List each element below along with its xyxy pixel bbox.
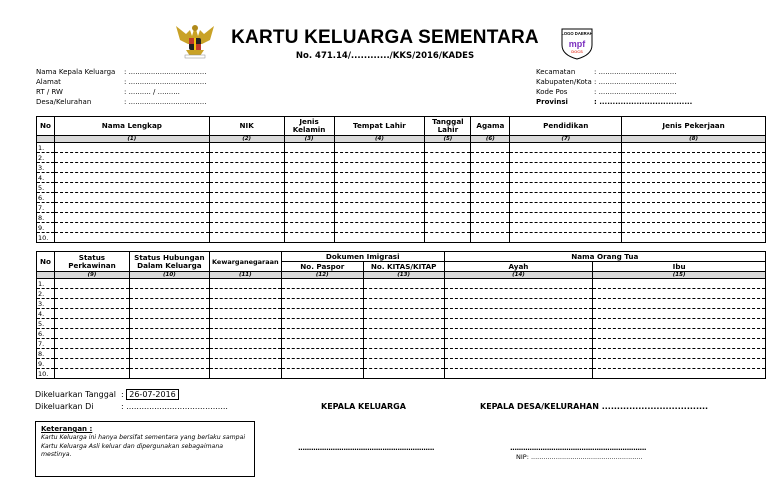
table2-cell[interactable] <box>209 329 281 339</box>
col-ibu: Ibu <box>593 262 766 272</box>
table1-row <box>37 203 766 213</box>
col2-no: No <box>37 252 55 272</box>
table2-cell[interactable] <box>281 349 363 359</box>
info-row-rtrw: RT / RW : .......... / .......... <box>36 88 180 96</box>
table1-row-number: 3. <box>37 163 55 173</box>
table2-row <box>37 279 766 289</box>
table1-row <box>37 233 766 243</box>
table2-row <box>37 299 766 309</box>
kepala-desa-label: KEPALA DESA/KELURAHAN ................................... <box>480 402 709 411</box>
table1-row-number: 4. <box>37 173 55 183</box>
table1-cell[interactable] <box>471 143 510 153</box>
table1-cell[interactable] <box>209 193 284 203</box>
table1-cell[interactable] <box>54 203 209 213</box>
table1-cell[interactable] <box>334 213 425 223</box>
info-row-kabupaten: Kabupaten/Kota : ................................... <box>536 78 677 86</box>
keterangan-box <box>35 421 255 477</box>
table1-cell[interactable] <box>209 203 284 213</box>
table1-cell[interactable] <box>209 183 284 193</box>
table1-cell[interactable] <box>54 163 209 173</box>
table1-header-row <box>37 117 766 136</box>
issued-at-row <box>35 401 228 412</box>
table1-cell[interactable] <box>334 233 425 243</box>
table1-cell[interactable] <box>471 183 510 193</box>
table2-cell[interactable] <box>444 349 593 359</box>
table2-cell[interactable] <box>593 289 766 299</box>
table1-cell[interactable] <box>510 193 622 203</box>
table2-cell[interactable] <box>444 319 593 329</box>
signature-line-kepala-keluarga: ............................................................... <box>298 444 435 452</box>
table2-cell[interactable] <box>209 279 281 289</box>
table2-row-number: 3. <box>37 299 55 309</box>
logo-sub-text: DOCS <box>571 49 583 54</box>
signature-line-kepala-desa: ............................................................... <box>510 444 647 452</box>
table1-cell[interactable] <box>510 233 622 243</box>
table2-row-number: 7. <box>37 339 55 349</box>
table2-cell[interactable] <box>363 309 444 319</box>
table1-cell[interactable] <box>284 223 334 233</box>
table1-cell[interactable] <box>510 153 622 163</box>
table1-cell[interactable] <box>284 193 334 203</box>
keterangan-title: Keterangan : <box>41 425 93 433</box>
table2-cell[interactable] <box>363 339 444 349</box>
table1-cell[interactable] <box>471 203 510 213</box>
table2-cell[interactable] <box>129 299 209 309</box>
table2-cell[interactable] <box>129 279 209 289</box>
table2-cell[interactable] <box>593 359 766 369</box>
table1-cell[interactable] <box>334 193 425 203</box>
table2-row-number: 2. <box>37 289 55 299</box>
table2-row-number: 6. <box>37 329 55 339</box>
table1-cell[interactable] <box>622 213 766 223</box>
table1-cell[interactable] <box>622 153 766 163</box>
family-members-table <box>36 116 766 243</box>
kepala-keluarga-label: KEPALA KELUARGA <box>321 402 406 411</box>
table2-cell[interactable] <box>209 369 281 379</box>
table2-subnum-row: (9) (10) (11) (12) (13) (14) (15) <box>37 272 766 279</box>
table1-row <box>37 173 766 183</box>
table2-cell[interactable] <box>281 279 363 289</box>
table2-cell[interactable] <box>54 349 129 359</box>
table1-cell[interactable] <box>622 233 766 243</box>
table1-cell[interactable] <box>54 233 209 243</box>
table1-cell[interactable] <box>284 203 334 213</box>
table2-cell[interactable] <box>129 289 209 299</box>
document-number: No. 471.14/............/KKS/2016/KADES <box>295 51 475 61</box>
table1-row-number: 10. <box>37 233 55 243</box>
table2-cell[interactable] <box>363 279 444 289</box>
col-jenis-kelamin: Jenis Kelamin <box>284 117 334 136</box>
table1-cell[interactable] <box>334 203 425 213</box>
table1-cell[interactable] <box>510 213 622 223</box>
table2-cell[interactable] <box>444 359 593 369</box>
table1-cell[interactable] <box>334 173 425 183</box>
table1-cell[interactable] <box>425 233 471 243</box>
table2-cell[interactable] <box>209 299 281 309</box>
table2-cell[interactable] <box>444 339 593 349</box>
table2-cell[interactable] <box>593 279 766 289</box>
table1-cell[interactable] <box>54 213 209 223</box>
logo-brand-text: mpf <box>568 39 586 49</box>
table1-cell[interactable] <box>425 173 471 183</box>
table2-row <box>37 339 766 349</box>
col-tanggal-lahir: Tanggal Lahir <box>425 117 471 136</box>
col-dokumen-imigrasi: Dokumen Imigrasi <box>281 252 444 262</box>
issued-at-value: : ........................................ <box>121 402 228 411</box>
table1-cell[interactable] <box>209 173 284 183</box>
table2-cell[interactable] <box>593 309 766 319</box>
table1-cell[interactable] <box>510 183 622 193</box>
table2-cell[interactable] <box>129 319 209 329</box>
table1-cell[interactable] <box>471 163 510 173</box>
table2-cell[interactable] <box>54 279 129 289</box>
table1-cell[interactable] <box>510 143 622 153</box>
col-pendidikan: Pendidikan <box>510 117 622 136</box>
issued-date-field[interactable]: 26-07-2016 <box>126 389 179 400</box>
table1-cell[interactable] <box>334 153 425 163</box>
table2-cell[interactable] <box>593 339 766 349</box>
table1-row-number: 5. <box>37 183 55 193</box>
table1-cell[interactable] <box>425 223 471 233</box>
table2-cell[interactable] <box>54 289 129 299</box>
table1-cell[interactable] <box>510 223 622 233</box>
table1-row <box>37 213 766 223</box>
table2-cell[interactable] <box>281 299 363 309</box>
table1-cell[interactable] <box>622 203 766 213</box>
table1-cell[interactable] <box>622 193 766 203</box>
table2-cell[interactable] <box>363 289 444 299</box>
info-row-alamat: Alamat : ................................... <box>36 78 207 86</box>
table2-cell[interactable] <box>593 299 766 309</box>
table1-row-number: 9. <box>37 223 55 233</box>
table2-cell[interactable] <box>363 359 444 369</box>
table2-cell[interactable] <box>593 369 766 379</box>
table1-body <box>37 143 766 243</box>
table1-row <box>37 223 766 233</box>
table1-cell[interactable] <box>622 223 766 233</box>
table1-cell[interactable] <box>622 173 766 183</box>
table1-subnum-row: (1) (2) (3) (4) (5) (6) (7) (8) <box>37 136 766 143</box>
table2-cell[interactable] <box>129 329 209 339</box>
table1-cell[interactable] <box>284 183 334 193</box>
table1-cell[interactable] <box>425 143 471 153</box>
col-no: No <box>37 117 55 136</box>
table1-cell[interactable] <box>510 173 622 183</box>
table2-cell[interactable] <box>593 329 766 339</box>
table1-cell[interactable] <box>471 153 510 163</box>
table1-cell[interactable] <box>471 223 510 233</box>
table1-row <box>37 143 766 153</box>
col-no-paspor: No. Paspor <box>281 262 363 272</box>
garuda-emblem-icon <box>172 20 218 60</box>
table1-cell[interactable] <box>622 183 766 193</box>
col-nik: NIK <box>209 117 284 136</box>
table2-header-row-1 <box>37 252 766 262</box>
table1-cell[interactable] <box>284 233 334 243</box>
info-row-kodepos: Kode Pos : ................................... <box>536 88 677 96</box>
table1-cell[interactable] <box>471 213 510 223</box>
table1-cell[interactable] <box>54 143 209 153</box>
table2-cell[interactable] <box>281 319 363 329</box>
document-title: KARTU KELUARGA SEMENTARA <box>231 27 539 48</box>
table2-cell[interactable] <box>444 309 593 319</box>
table2-cell[interactable] <box>129 339 209 349</box>
table1-cell[interactable] <box>284 173 334 183</box>
table1-row-number: 7. <box>37 203 55 213</box>
table2-cell[interactable] <box>54 319 129 329</box>
table2-cell[interactable] <box>209 309 281 319</box>
table2-body <box>37 279 766 379</box>
table2-row <box>37 319 766 329</box>
col-kewarganegaraan: Kewarganegaraan <box>209 252 281 272</box>
table1-cell[interactable] <box>54 173 209 183</box>
table2-row <box>37 369 766 379</box>
table1-row-number: 1. <box>37 143 55 153</box>
table1-cell[interactable] <box>284 143 334 153</box>
table2-cell[interactable] <box>129 369 209 379</box>
table2-cell[interactable] <box>281 359 363 369</box>
table2-cell[interactable] <box>444 329 593 339</box>
table2-cell[interactable] <box>593 319 766 329</box>
table2-cell[interactable] <box>363 299 444 309</box>
table2-cell[interactable] <box>281 339 363 349</box>
table2-row <box>37 349 766 359</box>
col-jenis-pekerjaan: Jenis Pekerjaan <box>622 117 766 136</box>
table2-row-number: 8. <box>37 349 55 359</box>
table1-cell[interactable] <box>425 203 471 213</box>
table1-cell[interactable] <box>54 193 209 203</box>
table2-cell[interactable] <box>54 329 129 339</box>
table1-cell[interactable] <box>622 163 766 173</box>
table1-cell[interactable] <box>471 173 510 183</box>
table1-row-number: 2. <box>37 153 55 163</box>
table1-cell[interactable] <box>425 213 471 223</box>
table1-cell[interactable] <box>284 163 334 173</box>
info-right <box>536 67 692 107</box>
table2-cell[interactable] <box>363 349 444 359</box>
issued-date-row: Dikeluarkan Tanggal : 26-07-2016 <box>35 389 179 400</box>
issued-date-label: Dikeluarkan Tanggal <box>35 390 116 399</box>
table2-cell[interactable] <box>129 349 209 359</box>
keterangan-text: Kartu Keluarga ini hanya bersifat sementara yang berlaku sampai Kartu Keluarga Asli keluar dan dipergunakan sebagaimana mestinya. <box>41 434 246 458</box>
info-left <box>36 67 206 107</box>
table2-cell[interactable] <box>444 289 593 299</box>
table1-cell[interactable] <box>471 233 510 243</box>
table1-cell[interactable] <box>54 183 209 193</box>
table1-row <box>37 153 766 163</box>
col-nama-lengkap: Nama Lengkap <box>54 117 209 136</box>
table2-row <box>37 329 766 339</box>
table2-cell[interactable] <box>54 369 129 379</box>
table2-row-number: 9. <box>37 359 55 369</box>
table2-cell[interactable] <box>129 359 209 369</box>
table2-cell[interactable] <box>281 369 363 379</box>
table2-cell[interactable] <box>281 289 363 299</box>
info-row-kecamatan: Kecamatan : ................................... <box>536 68 677 76</box>
table2-cell[interactable] <box>363 369 444 379</box>
col-tempat-lahir: Tempat Lahir <box>334 117 425 136</box>
table2-cell[interactable] <box>209 359 281 369</box>
table1-cell[interactable] <box>209 143 284 153</box>
table1-cell[interactable] <box>425 193 471 203</box>
col-ayah: Ayah <box>444 262 593 272</box>
table1-cell[interactable] <box>425 183 471 193</box>
table1-cell[interactable] <box>510 203 622 213</box>
table1-cell[interactable] <box>334 143 425 153</box>
table2-row-number: 5. <box>37 319 55 329</box>
table2-row-number: 1. <box>37 279 55 289</box>
table1-cell[interactable] <box>54 223 209 233</box>
table2-cell[interactable] <box>444 299 593 309</box>
table1-row <box>37 163 766 173</box>
issued-at-label: Dikeluarkan Di <box>35 402 94 411</box>
table2-cell[interactable] <box>54 299 129 309</box>
table1-cell[interactable] <box>510 163 622 173</box>
table2-cell[interactable] <box>54 309 129 319</box>
table2-row-number: 4. <box>37 309 55 319</box>
table2-cell[interactable] <box>129 309 209 319</box>
table1-row-number: 8. <box>37 213 55 223</box>
table2-cell[interactable] <box>209 319 281 329</box>
table1-cell[interactable] <box>209 213 284 223</box>
col-agama: Agama <box>471 117 510 136</box>
table2-cell[interactable] <box>281 309 363 319</box>
table2-cell[interactable] <box>209 349 281 359</box>
table2-cell[interactable] <box>54 339 129 349</box>
table2-row-number: 10. <box>37 369 55 379</box>
logo-daerah-icon <box>559 25 595 61</box>
table2-cell[interactable] <box>209 289 281 299</box>
table1-cell[interactable] <box>334 163 425 173</box>
table1-cell[interactable] <box>425 163 471 173</box>
table1-cell[interactable] <box>209 153 284 163</box>
col-nama-orang-tua: Nama Orang Tua <box>444 252 765 262</box>
table1-row <box>37 193 766 203</box>
table2-cell[interactable] <box>281 329 363 339</box>
table2-cell[interactable] <box>209 339 281 349</box>
table2-cell[interactable] <box>593 349 766 359</box>
logo-top-text: LOGO DAERAH <box>561 31 593 36</box>
col-no-kitas: No. KITAS/KITAP <box>363 262 444 272</box>
table2-row <box>37 289 766 299</box>
table2-cell[interactable] <box>444 279 593 289</box>
table1-cell[interactable] <box>334 183 425 193</box>
table2-row <box>37 359 766 369</box>
info-row-desa: Desa/Kelurahan : ................................... <box>36 98 207 106</box>
table2-cell[interactable] <box>444 369 593 379</box>
table1-cell[interactable] <box>209 163 284 173</box>
table1-cell[interactable] <box>209 223 284 233</box>
nip-field: NIP: ...................................................... <box>516 453 643 461</box>
table1-cell[interactable] <box>284 153 334 163</box>
table1-cell[interactable] <box>54 153 209 163</box>
table2-cell[interactable] <box>363 329 444 339</box>
table1-cell[interactable] <box>209 233 284 243</box>
table1-row-number: 6. <box>37 193 55 203</box>
table1-cell[interactable] <box>284 213 334 223</box>
family-status-table <box>36 251 766 379</box>
table1-cell[interactable] <box>622 143 766 153</box>
table1-cell[interactable] <box>425 153 471 163</box>
table2-cell[interactable] <box>363 319 444 329</box>
info-row-provinsi: Provinsi : ................................... <box>536 98 693 106</box>
col-status-perkawinan: Status Perkawinan <box>54 252 129 272</box>
info-row-nama: Nama Kepala Keluarga : ................................... <box>36 68 207 76</box>
col-status-hubungan: Status Hubungan Dalam Keluarga <box>129 252 209 272</box>
table1-cell[interactable] <box>471 193 510 203</box>
table1-cell[interactable] <box>334 223 425 233</box>
table1-row <box>37 183 766 193</box>
table2-cell[interactable] <box>54 359 129 369</box>
table2-row <box>37 309 766 319</box>
